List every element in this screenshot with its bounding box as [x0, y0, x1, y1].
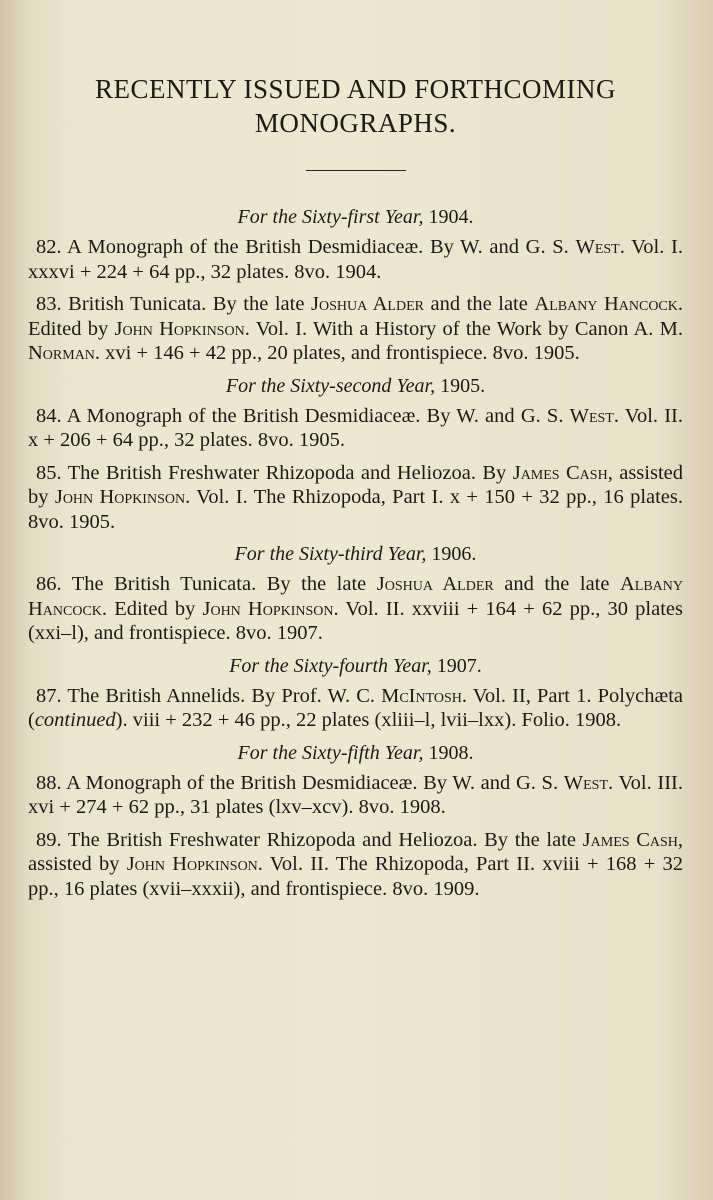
page-title: [28, 72, 683, 140]
section-heading: For the Sixty-second Year, 1905.: [225, 374, 486, 397]
section-heading: For the Sixty-fourth Year, 1907.: [229, 654, 482, 677]
section-heading: For the Sixty-third Year, 1906.: [234, 543, 477, 565]
monograph-entry: 83. British Tunicata. By the late Joshua Alder and the late Albany Hancock. Edited by John Hopkinson. Vol. I. With a History of the Work by Canon A. M. Norman. xvi + 146 + 42 pp., 20 plates, and frontispiece. 8vo. 1905.: [28, 293, 684, 364]
monograph-entry: 85. The British Freshwater Rhizopoda and Heliozoa. By James Cash, assisted by John Hopkinson. Vol. I. The Rhizopoda, Part I. x + 150 + 32 pp., 16 plates. 8vo. 1905.: [28, 461, 684, 533]
monograph-entry: 88. A Monograph of the British Desmidiaceæ. By W. and G. S. West. Vol. III. xvi + 274 + 62 pp., 31 plates (lxv–xcv). 8vo. 1908.: [28, 771, 683, 818]
title-divider: [306, 170, 406, 171]
section-heading: For the Sixty-first Year, 1904.: [237, 206, 474, 228]
title-line-1: RECENTLY ISSUED AND FORTHCOMING: [95, 74, 616, 104]
title-line-2: MONOGRAPHS.: [254, 108, 457, 138]
monograph-entry: 89. The British Freshwater Rhizopoda and Heliozoa. By the late James Cash, assisted by John Hopkinson. Vol. II. The Rhizopoda, Part II. xviii + 168 + 32 pp., 16 plates (xvii–xxxii), and frontispiece. 8vo. 1909.: [28, 828, 684, 900]
monograph-entry: 87. The British Annelids. By Prof. W. C. McIntosh. Vol. II, Part 1. Polychæta (continued). viii + 232 + 46 pp., 22 plates (xliii–l, lvii–lxx). Folio. 1908.: [28, 684, 683, 731]
monograph-entry: 84. A Monograph of the British Desmidiaceæ. By W. and G. S. West. Vol. II. x + 206 + 64 pp., 32 plates. 8vo. 1905.: [28, 404, 683, 451]
section-heading: For the Sixty-fifth Year, 1908.: [237, 741, 474, 764]
monograph-entry: 86. The British Tunicata. By the late Joshua Alder and the late Albany Hancock. Edited by John Hopkinson. Vol. II. xxviii + 164 + 62 pp., 30 plates (xxi–l), and frontispiece. 8vo. 1907.: [28, 573, 683, 644]
monograph-entry: 82. A Monograph of the British Desmidiaceæ. By W. and G. S. West. Vol. I. xxxvi + 224 + 64 pp., 32 plates. 8vo. 1904.: [28, 236, 683, 283]
